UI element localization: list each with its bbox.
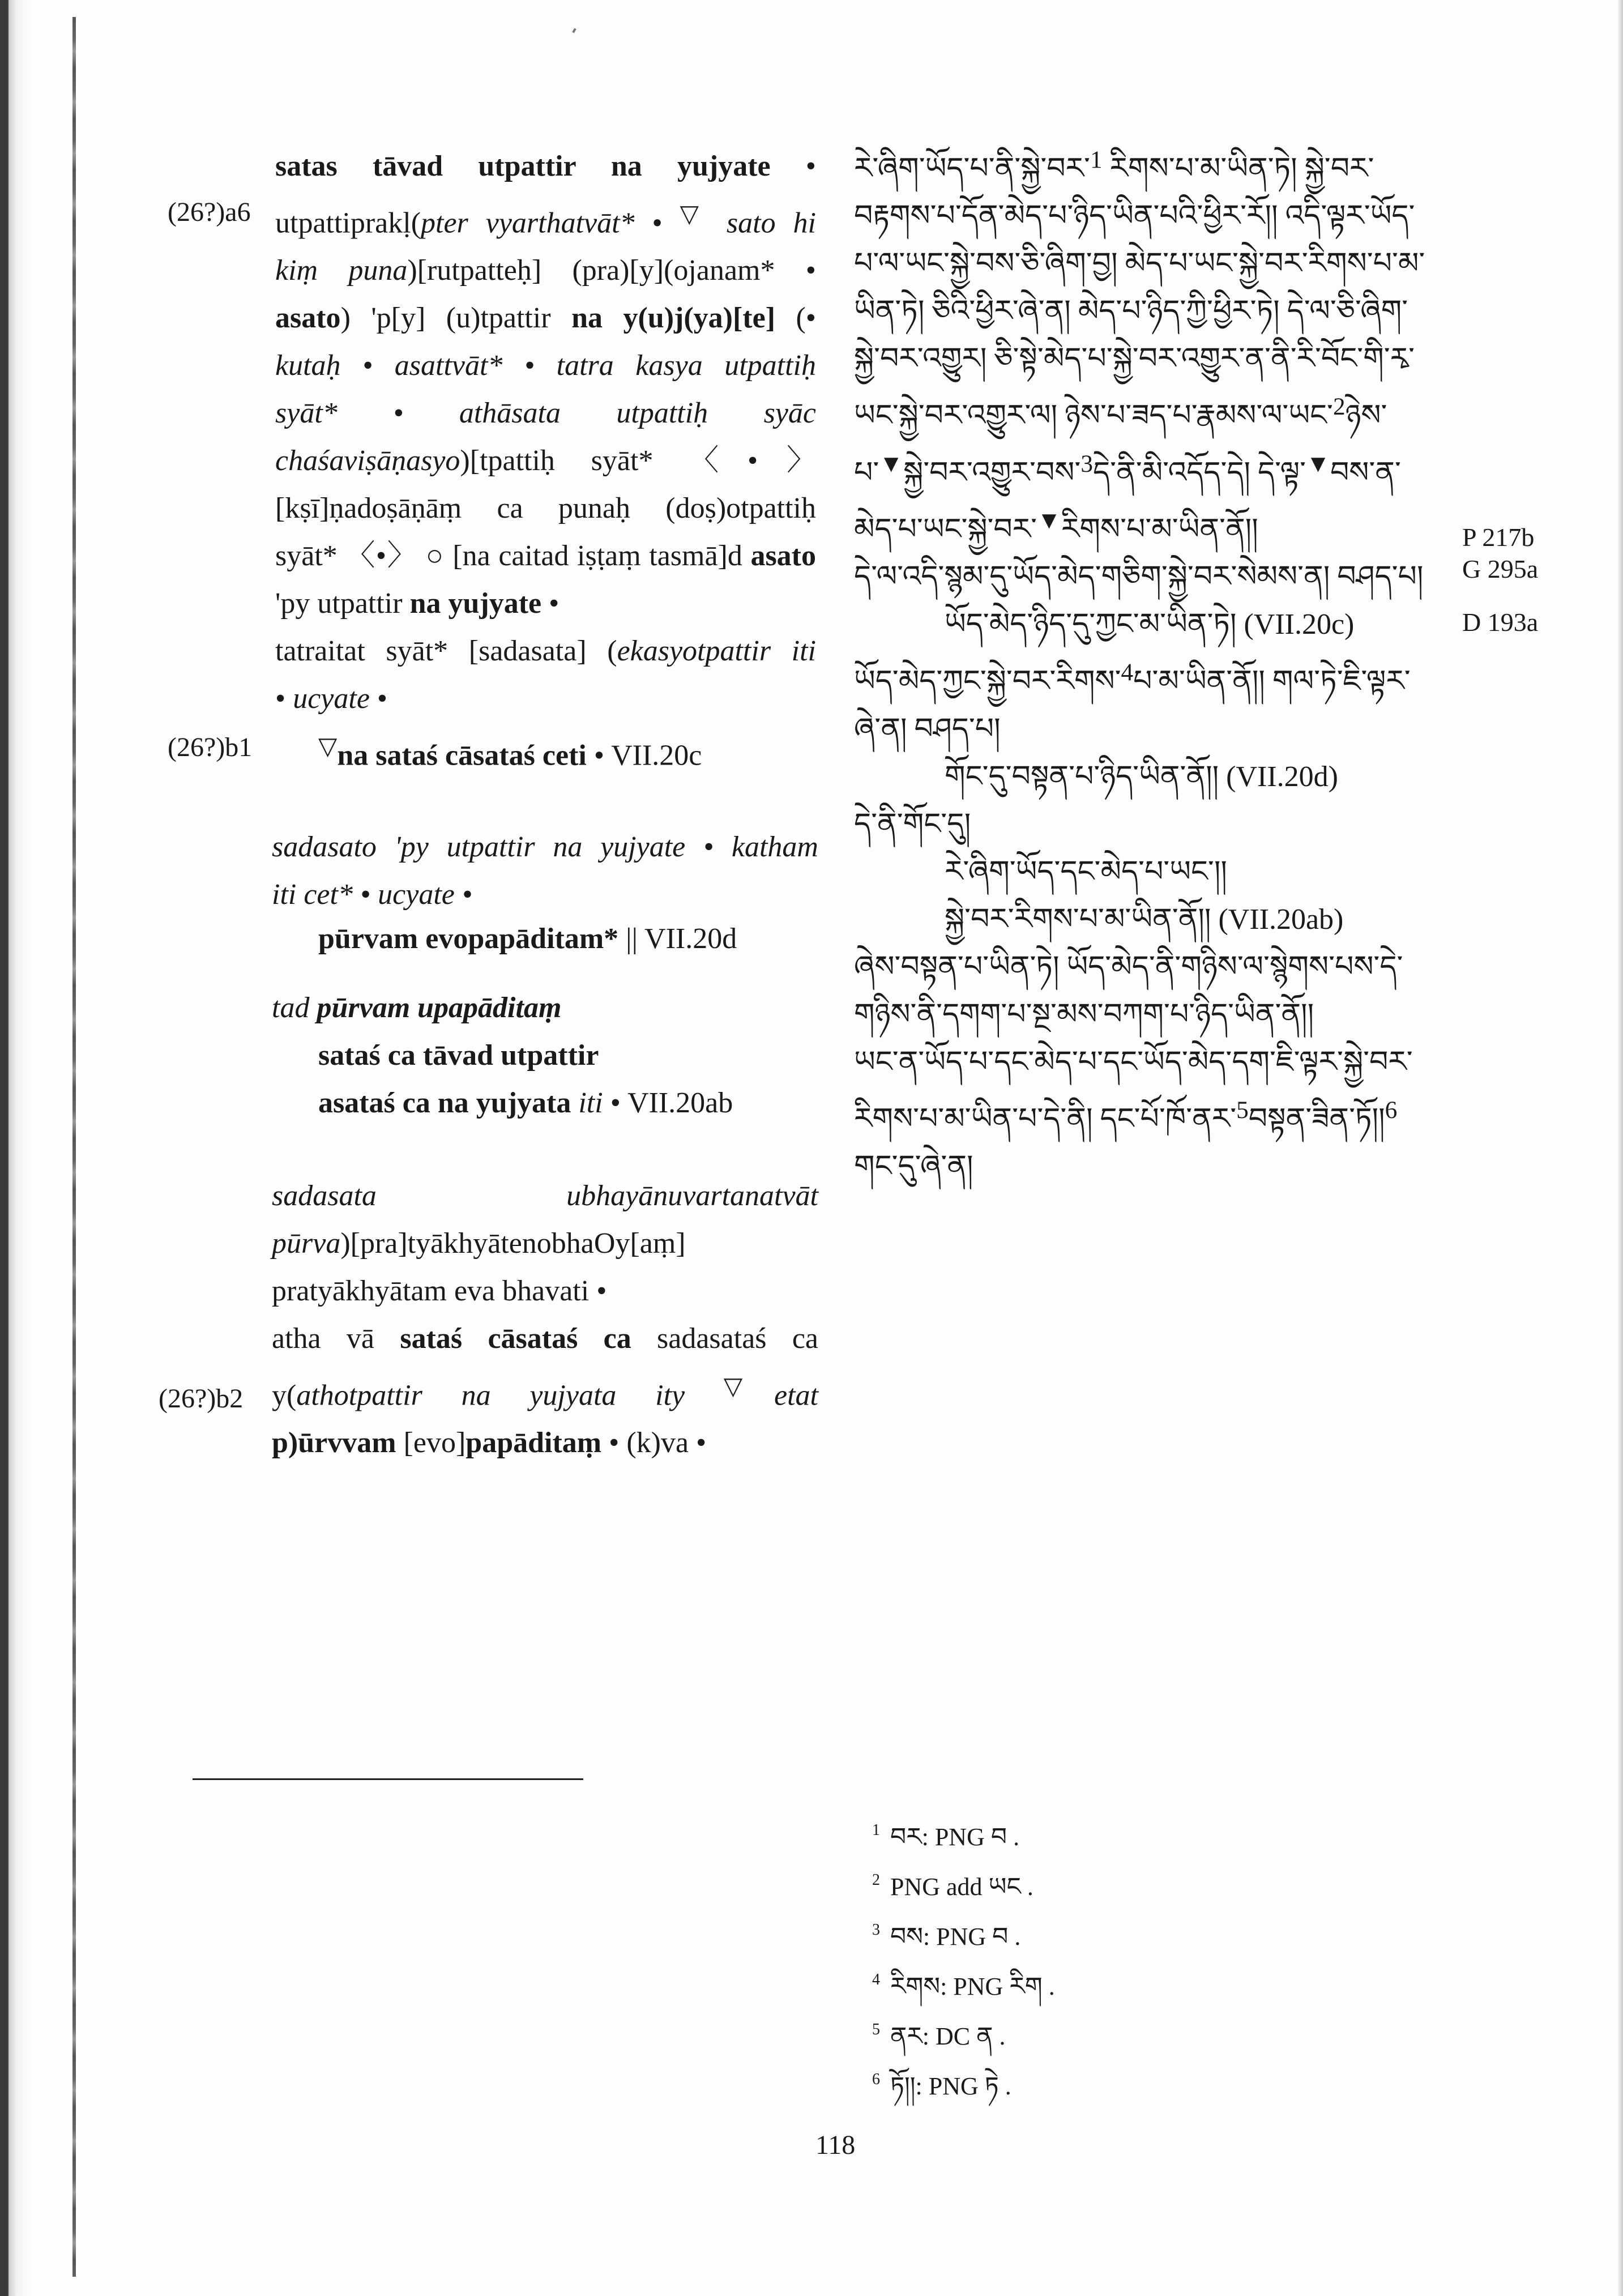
tibetan-verse-line: ཡོད་མེད་ཉིད་དུ་ཀྱང་མ་ཡིན་ཏེ། (VII.20c): [945, 608, 1355, 641]
tibetan-line: ཞེས་བསྟན་པ་ཡིན་ཏེ། ཡོད་མེད་ནི་གཉིས་ལ་སྙེགས་པས་དེ་: [854, 950, 1403, 983]
tibetan-line: རིགས་པ་མ་ཡིན་པ་དེ་ནི། དང་པོ་ཁོ་ནར་$^5$བསྟན་ཟིན་ཏོ།།$^6$: [854, 1096, 1398, 1135]
tibetan-line: བརྟགས་པ་དོན་མེད་པ་ཉིད་ཡིན་པའི་ཕྱིར་རོ།། འདི་ལྟར་ཡོད་: [854, 200, 1415, 233]
tibetan-line: སྐྱེ་བར་འགྱུར། ཅི་སྟེ་མེད་པ་སྐྱེ་བར་འགྱུར་ན་ནི་རི་བོང་གི་རྭ་: [854, 343, 1415, 375]
verse-VII-20ab: [318, 1032, 733, 1127]
tibetan-line: རེ་ཞིག་ཡོད་པ་ནི་སྐྱེ་བར་$^1$ རིགས་པ་མ་ཡིན་ཏེ། སྐྱེ་བར་: [854, 146, 1374, 185]
sanskrit-line: sadasato 'py utpattir na yujyate • katham: [272, 831, 818, 863]
sanskrit-line: satas tāvad utpattir na yujyate •: [275, 150, 816, 182]
scan-binding-line: [72, 17, 76, 2277]
sanskrit-block-1: [275, 143, 816, 723]
sanskrit-line: atha vā sataś cāsataś ca sadasataś ca: [272, 1322, 818, 1355]
footnote-3: $^3$ བས: PNG བ .: [872, 1921, 1021, 1951]
tibetan-line: པ་▼སྐྱེ་བར་འགྱུར་བས་$^3$དེ་ནི་མི་འདོད་དེ། དེ་ལྟ་▼བས་ན་: [854, 450, 1401, 489]
folio-ref-a6: (26?)a6: [168, 197, 251, 227]
sanskrit-line: tatraitat syāt* [sadasata] (ekasyotpattir iti: [275, 635, 817, 668]
footnote-2: $^2$ PNG add ཡང .: [872, 1871, 1033, 1901]
footnote-rule: [193, 1778, 583, 1780]
sanskrit-line: syāt* 〈•〉 ○ [na caitad iṣṭaṃ tasmā]d asato: [275, 540, 816, 573]
scan-binding-edge: [0, 0, 79, 2296]
footnote-6: $^6$ ཏོ།།: PNG ཏེ .: [872, 2071, 1011, 2100]
tibetan-line: གཉིས་ནི་དགག་པ་སྔ་མས་བཀག་པ་ཉིད་ཡིན་ནོ།།: [854, 998, 1314, 1031]
sanskrit-line: utpattiprakḷ(pter vyarthatvāt* • ▽ sato hi: [275, 200, 816, 240]
sanskrit-block-4: [272, 1172, 818, 1467]
verse-line: ▽na sataś cāsataś ceti • VII.20c: [318, 733, 702, 772]
sanskrit-line: asato) 'p[y] (u)tpattir na y(u)j(ya)[te] (•: [275, 302, 816, 335]
sanskrit-line: pūrva)[pra]tyākhyātenobhaOy[aṃ]: [272, 1227, 686, 1260]
tibetan-verse-line: སྐྱེ་བར་རིགས་པ་མ་ཡིན་ནོ།། (VII.20ab): [945, 903, 1344, 936]
sanskrit-line: tad pūrvam upapāditaṃ: [272, 992, 562, 1024]
sanskrit-line: 'py utpattir na yujyate •: [275, 587, 559, 620]
margin-ref-D: D 193a: [1462, 608, 1539, 637]
tibetan-block: [854, 136, 1466, 1190]
sanskrit-line: • ucyate •: [275, 682, 388, 715]
footnote-1: $^1$ བར: PNG བ .: [872, 1821, 1020, 1851]
verse-VII-20c: [318, 723, 702, 779]
tibetan-line: མེད་པ་ཡང་སྐྱེ་བར་▼རིགས་པ་མ་ཡིན་ནོ།།: [854, 506, 1258, 546]
tibetan-line: དེ་ནི་གོང་དུ།: [854, 808, 971, 840]
tibetan-line: ཡིན་ཏེ། ཅིའི་ཕྱིར་ཞེ་ན། མེད་པ་ཉིད་ཀྱི་ཕྱིར་ཏེ། དེ་ལ་ཅི་ཞིག་: [854, 295, 1408, 328]
scan-speck: [572, 28, 576, 33]
page-number: 118: [815, 2130, 856, 2160]
verse-line: sataś ca tāvad utpattir: [318, 1039, 599, 1072]
folio-ref-b2: (26?)b2: [159, 1384, 244, 1414]
sanskrit-line: [kṣī]ṇadoṣāṇāṃ ca punaḥ (doṣ)otpattiḥ: [275, 492, 816, 525]
footnote-5: $^5$ ནར: DC ན .: [872, 2021, 1006, 2050]
sanskrit-line: p)ūrvvam [evo]papāditaṃ • (k)va •: [272, 1427, 707, 1459]
folio-ref-b1: (26?)b1: [168, 732, 253, 762]
sanskrit-line: kutaḥ • asattvāt* • tatra kasya utpattiḥ: [275, 349, 816, 382]
tibetan-line: གང་དུ་ཞེ་ན།: [854, 1150, 973, 1183]
sanskrit-line: sadasata ubhayānuvartanatvāt: [272, 1180, 818, 1212]
margin-ref-P: P 217b: [1462, 523, 1535, 552]
verse-line: asataś ca na yujyata iti • VII.20ab: [318, 1087, 733, 1119]
sanskrit-line: syāt* • athāsata utpattiḥ syāc: [275, 397, 816, 430]
sanskrit-line: pratyākhyātam eva bhavati •: [272, 1275, 607, 1307]
margin-ref-G: G 295a: [1462, 554, 1539, 583]
tibetan-line: ཡོད་མེད་ཀྱང་སྐྱེ་བར་རིགས་$^4$པ་མ་ཡིན་ནོ།། གལ་ཏེ་ཇི་ལྟར་: [854, 659, 1411, 698]
sanskrit-block-2: [272, 823, 818, 919]
sanskrit-line: kiṃ puna)[rutpatteḥ] (pra)[y](ojanam* •: [275, 254, 816, 287]
sanskrit-line: iti cet* • ucyate •: [272, 878, 473, 911]
sanskrit-block-3: [272, 984, 561, 1032]
scan-right-edge: [1617, 0, 1623, 2296]
sanskrit-line: chaśaviṣāṇasyo)[tpattiḥ syāt* 〈•〉: [275, 445, 816, 477]
footnote-4: $^4$ རིགས: PNG རིག .: [872, 1971, 1055, 2000]
verse-VII-20d: [318, 915, 737, 963]
sanskrit-line: y(athotpattir na yujyata ity ▽etat: [272, 1373, 818, 1412]
tibetan-verse-line: གོང་དུ་བསྟན་པ་ཉིད་ཡིན་ནོ།། (VII.20d): [945, 760, 1338, 793]
tibetan-verse-line: རེ་ཞིག་ཡོད་དང་མེད་པ་ཡང་།།: [945, 855, 1227, 888]
tibetan-line: ཡང་ན་ཡོད་པ་དང་མེད་པ་དང་ཡོད་མེད་དག་ཇི་ལྟར་སྐྱེ་བར་: [854, 1045, 1413, 1078]
tibetan-line: པ་ལ་ཡང་སྐྱེ་བས་ཅི་ཞིག་བྱ། མེད་པ་ཡང་སྐྱེ་བར་རིགས་པ་མ་: [854, 247, 1425, 280]
tibetan-line: ཡང་སྐྱེ་བར་འགྱུར་ལ། ཉེས་པ་ཟད་པ་རྣམས་ལ་ཡང་$^2$ཉེས་: [854, 393, 1387, 432]
tibetan-line: ཞེ་ན། བཤད་པ།: [854, 712, 1001, 745]
tibetan-line: དེ་ལ་འདི་སྙམ་དུ་ཡོད་མེད་གཅིག་སྐྱེ་བར་སེམས་ན། བཤད་པ།: [854, 561, 1424, 594]
verse-line: pūrvam evopapāditam* || VII.20d: [318, 923, 737, 955]
